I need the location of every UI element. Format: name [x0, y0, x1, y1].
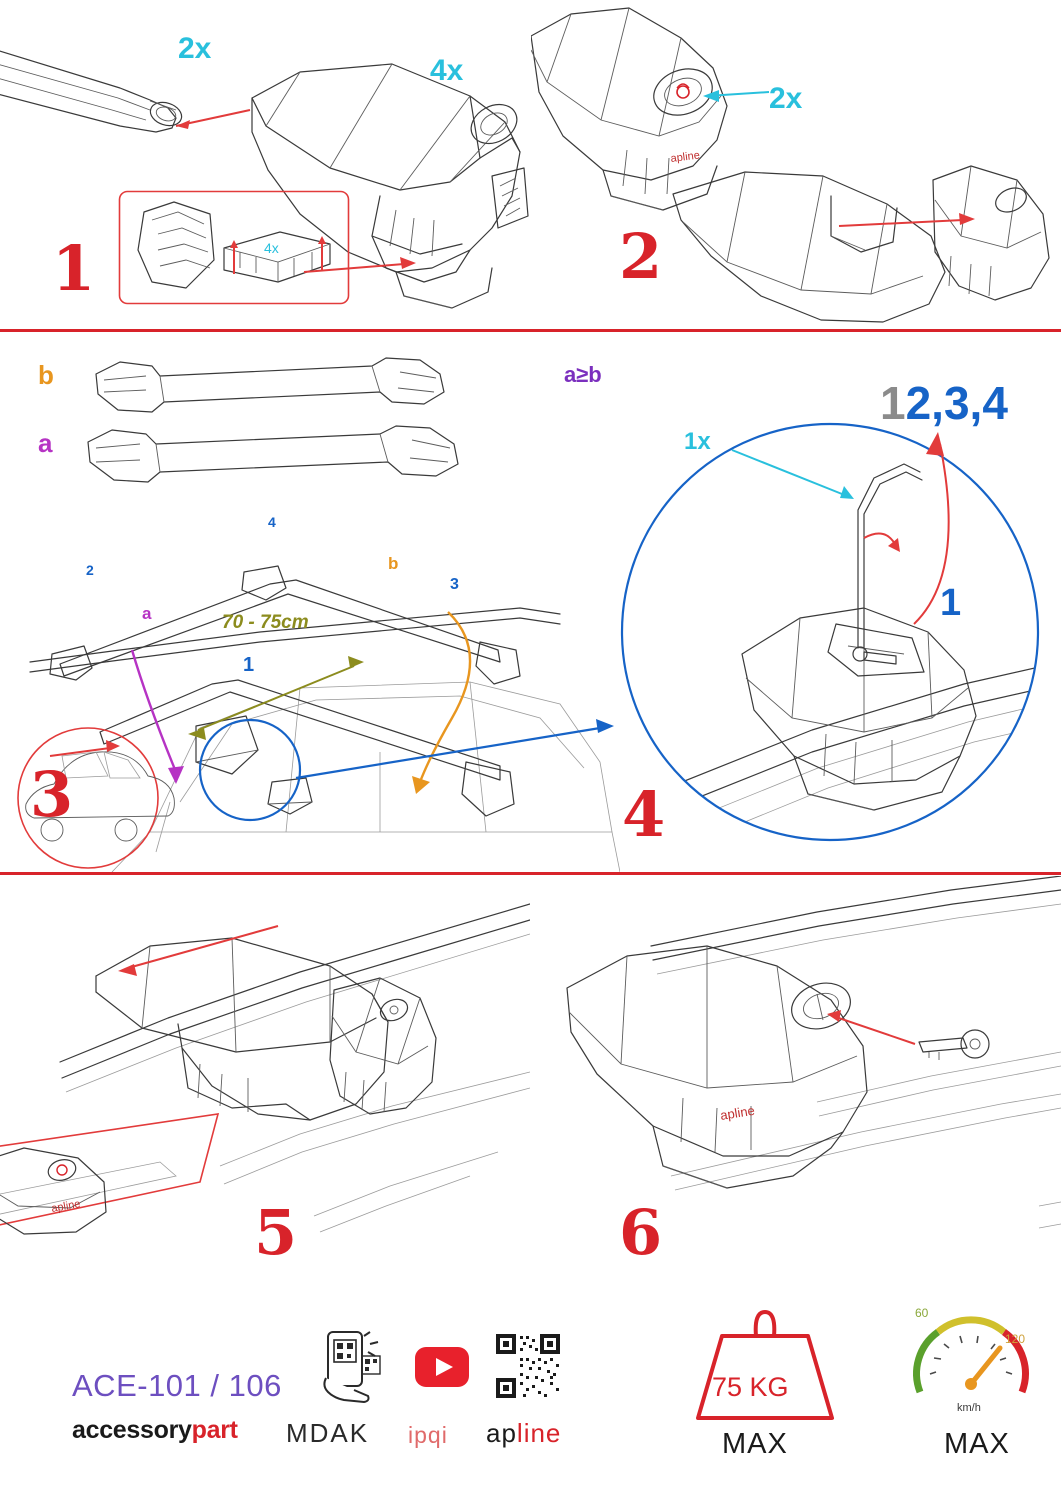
partner-apline-part-1: ap	[486, 1418, 517, 1448]
qr-code-icon[interactable]	[494, 1332, 562, 1400]
svg-text:apline: apline	[50, 1198, 82, 1215]
brand-part-1: accessory	[72, 1416, 192, 1444]
label-screw-qty: 2x	[769, 82, 803, 115]
label-position-3: 3	[450, 576, 459, 593]
label-bar-b: b	[38, 360, 54, 390]
label-roof-a: a	[142, 604, 152, 623]
partner-apline-part-2: line	[516, 1418, 562, 1448]
step-4-panel	[564, 332, 1061, 872]
step-number-6: 6	[619, 1196, 661, 1269]
brand-logo	[72, 1416, 238, 1445]
bar-b-drawing	[96, 358, 444, 412]
step-number-3: 3	[30, 758, 72, 831]
svg-text:apline: apline	[669, 149, 701, 165]
label-sequence-first: 1	[880, 377, 906, 429]
step-6-illustration	[531, 876, 1061, 1306]
key-drawing	[919, 1030, 989, 1060]
step-number-4: 4	[622, 778, 664, 851]
product-code: ACE-101 / 106	[72, 1368, 282, 1403]
label-position-4: 4	[268, 514, 276, 530]
label-step-order-1: 1	[940, 582, 962, 624]
max-weight-label: MAX	[722, 1428, 788, 1460]
partner-mdak: MDAK	[286, 1418, 370, 1448]
label-sequence	[880, 376, 1008, 430]
bar-a-drawing	[88, 426, 458, 482]
max-speed-label: MAX	[944, 1428, 1010, 1460]
label-bar-qty: 2x	[178, 32, 212, 65]
phone-qr-scan-icon[interactable]	[318, 1330, 382, 1408]
youtube-icon[interactable]	[414, 1346, 470, 1388]
gauge-tick-max: 120	[1005, 1332, 1026, 1346]
step-5-panel	[0, 876, 530, 1306]
gauge-tick-min: 60	[915, 1306, 929, 1320]
step-3-panel	[0, 332, 620, 872]
step-number-2: 2	[619, 220, 661, 293]
brand-part-2: part	[191, 1416, 238, 1444]
max-weight-icon	[690, 1300, 840, 1424]
label-position-1: 1	[243, 654, 255, 676]
step-2-illustration	[531, 0, 1061, 329]
svg-text:apline: apline	[719, 1102, 756, 1123]
partner-ipqi: ipqi	[408, 1422, 448, 1448]
label-pad-qty: 4x	[264, 240, 279, 256]
label-torque-qty: 1x	[684, 428, 711, 455]
step-2-panel	[531, 0, 1061, 329]
step-3-illustration	[0, 332, 620, 872]
label-condition-a-ge-b: a≥b	[564, 362, 602, 387]
step-1-panel	[0, 0, 530, 329]
step-6-panel	[531, 876, 1061, 1306]
step-number-5: 5	[254, 1196, 296, 1269]
speed-unit-label: km/h	[957, 1402, 981, 1414]
section-divider-2	[0, 872, 1061, 875]
label-bar-a: a	[38, 428, 53, 458]
label-bar-spacing: 70 - 75cm	[222, 612, 309, 633]
label-roof-b: b	[388, 554, 399, 573]
step-number-1: 1	[52, 232, 94, 305]
partner-apline	[486, 1418, 561, 1449]
max-weight-value: 75 KG	[712, 1372, 789, 1402]
step-1-inset-arrow	[300, 248, 420, 288]
label-sequence-rest: 2,3,4	[905, 377, 1008, 429]
label-position-2: 2	[86, 562, 94, 578]
label-foot-qty: 4x	[430, 54, 464, 87]
